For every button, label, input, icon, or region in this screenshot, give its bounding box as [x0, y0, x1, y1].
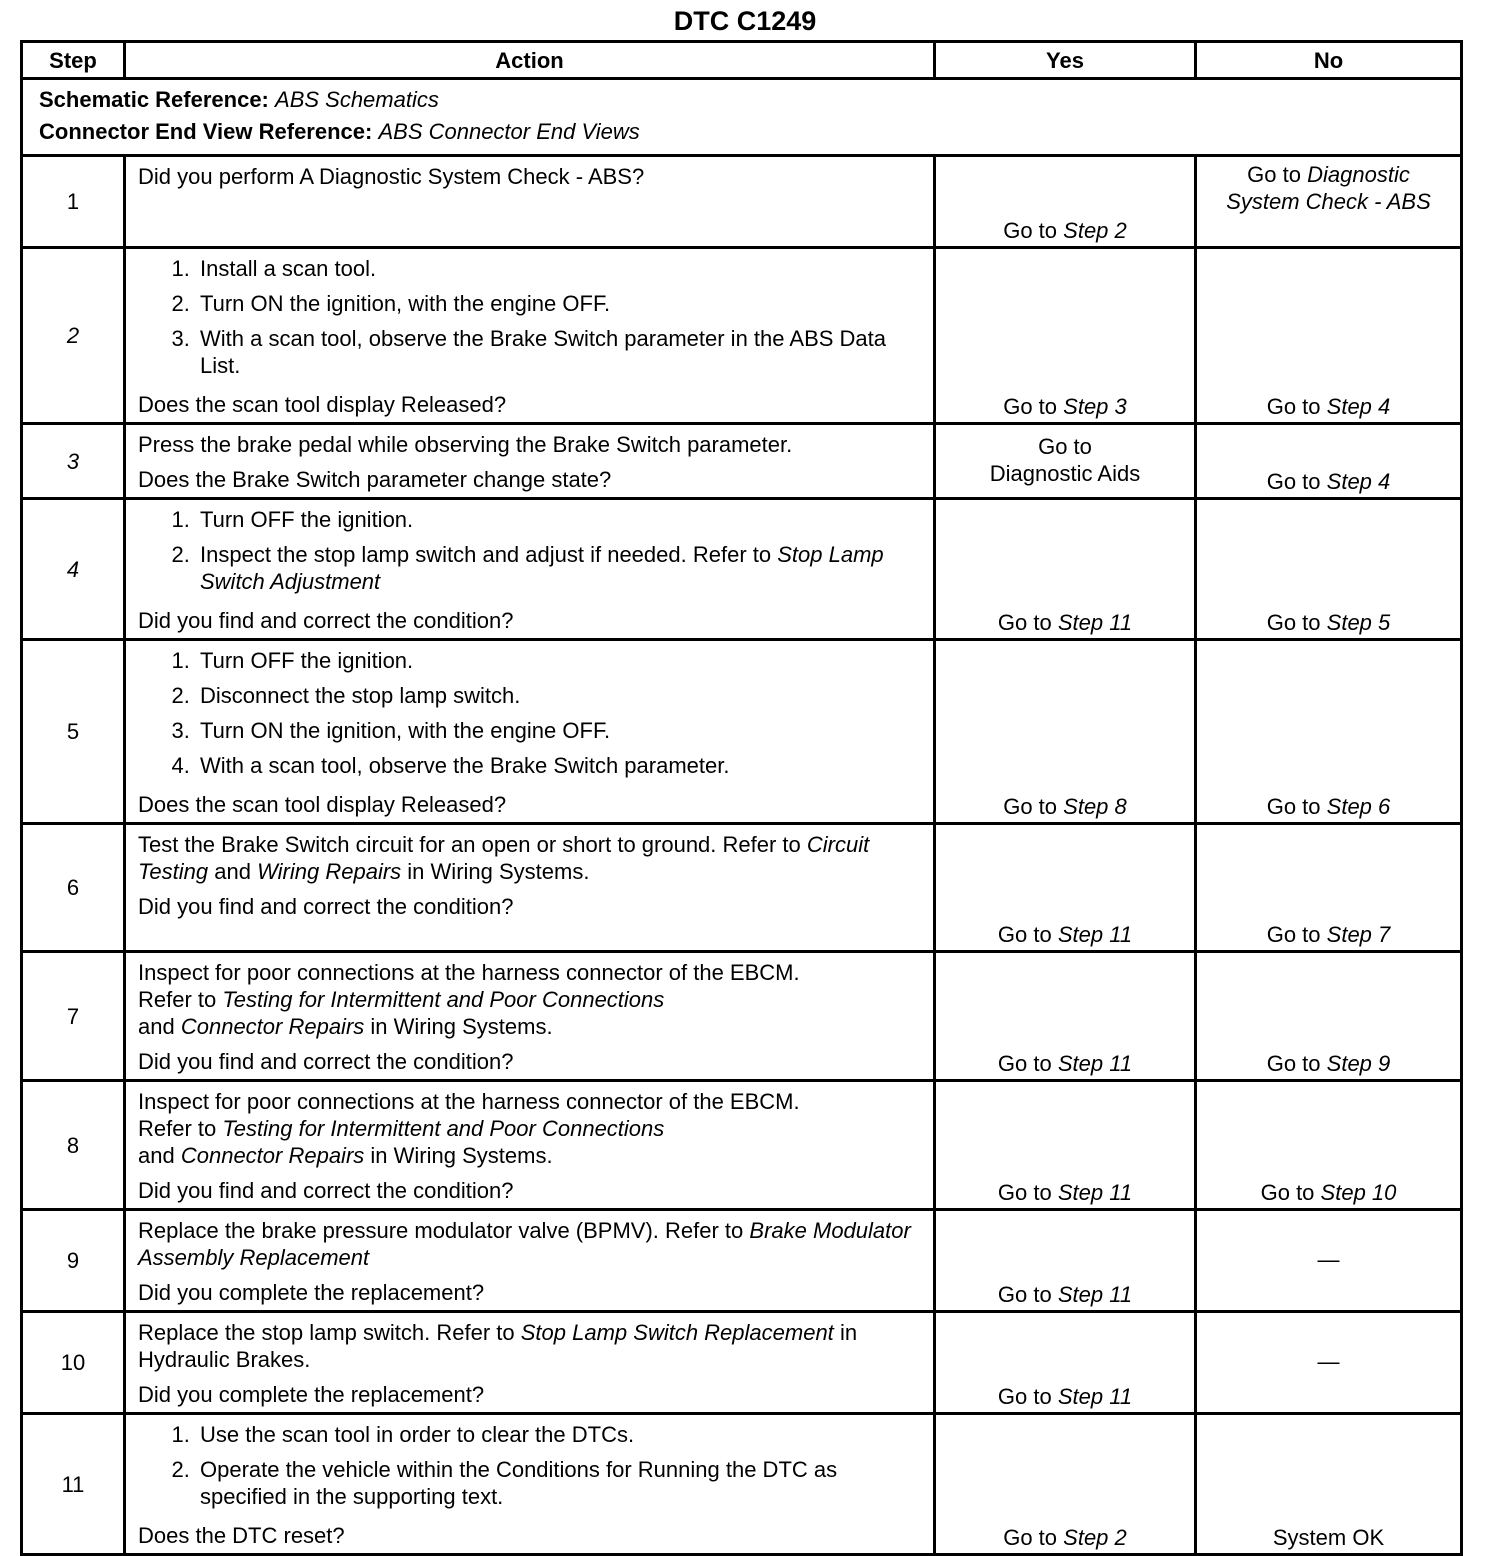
instruction-text: Inspect for poor connections at the harness connector of the EBCM. [138, 1089, 800, 1114]
no-cell [1196, 156, 1462, 248]
no-step-link[interactable]: Step 4 [1326, 469, 1391, 494]
dtc-table [20, 40, 1463, 1556]
action-cell [125, 952, 935, 1081]
go-to-text: Go to [1260, 1180, 1315, 1205]
step-number: 7 [22, 952, 125, 1081]
no-step-link[interactable]: Step 7 [1326, 922, 1391, 947]
list-item: 2. Disconnect the stop lamp switch. [196, 682, 923, 709]
yes-step-link[interactable]: Step 11 [1057, 1051, 1133, 1076]
procedure-list [138, 506, 923, 603]
step-instruction [138, 1319, 923, 1373]
reference-link-testing[interactable]: Testing for Intermittent and Poor Connections [222, 987, 665, 1012]
step-question: Does the scan tool display Released? [138, 792, 507, 817]
step-instruction [138, 1217, 923, 1271]
no-value-system-ok: System OK [1272, 1525, 1385, 1550]
list-item: 1. Use the scan tool in order to clear the DTCs. [196, 1421, 923, 1448]
yes-cell [935, 424, 1196, 499]
step-question: Does the Brake Switch parameter change state? [138, 467, 612, 492]
no-cell [1196, 1081, 1462, 1210]
header-action: Action [125, 42, 935, 79]
table-row-step-1 [22, 156, 1462, 248]
no-value-dash: — [1317, 1247, 1340, 1272]
no-step-link[interactable]: Step 4 [1326, 394, 1391, 419]
reference-link-testing[interactable]: Testing for Intermittent and Poor Connections [222, 1116, 665, 1141]
action-cell [125, 1414, 935, 1555]
no-cell [1196, 1414, 1462, 1555]
action-cell [125, 248, 935, 424]
step-question: Did you complete the replacement? [138, 1280, 485, 1305]
list-item [196, 541, 923, 595]
procedure-list [138, 1421, 923, 1518]
go-to-text: Go to [1266, 394, 1321, 419]
yes-step-link[interactable]: Step 11 [1057, 1384, 1133, 1409]
table-row-step-6 [22, 824, 1462, 952]
go-to-text: Go to [1266, 794, 1321, 819]
conjunction-text: and [214, 859, 251, 884]
step-question: Did you find and correct the condition? [138, 1049, 514, 1074]
go-to-text: Go to [1003, 794, 1058, 819]
action-cell [125, 424, 935, 499]
instruction-text: Replace the brake pressure modulator valve (BPMV). Refer to [138, 1218, 744, 1243]
yes-step-link[interactable]: Step 8 [1063, 794, 1127, 819]
yes-cell [935, 156, 1196, 248]
yes-cell [935, 1312, 1196, 1414]
reference-link[interactable]: Brake Modulator Assembly Replacement [138, 1218, 911, 1270]
step-question: Did you find and correct the condition? [138, 608, 514, 633]
action-cell [125, 1081, 935, 1210]
action-cell [125, 1210, 935, 1312]
instruction-tail: Wiring Systems. [430, 859, 590, 884]
yes-cell [935, 640, 1196, 824]
no-cell [1196, 824, 1462, 952]
step-number: 1 [22, 156, 125, 248]
no-cell [1196, 952, 1462, 1081]
instruction-text: Inspect for poor connections at the harness connector of the EBCM. [138, 960, 800, 985]
step-instruction: Press the brake pedal while observing the Brake Switch parameter. [138, 432, 793, 457]
step-number: 11 [22, 1414, 125, 1555]
go-to-text: Go to [1266, 610, 1321, 635]
no-step-link[interactable]: Step 6 [1326, 794, 1391, 819]
action-cell [125, 824, 935, 952]
list-item: 1. Install a scan tool. [196, 255, 923, 282]
go-to-text: Go to [1266, 469, 1321, 494]
action-cell [125, 640, 935, 824]
no-cell [1196, 248, 1462, 424]
step-instruction [138, 831, 923, 885]
no-step-link[interactable]: Step 9 [1326, 1051, 1391, 1076]
go-to-text: Go to [1003, 218, 1058, 243]
schematic-reference [39, 86, 1444, 113]
no-step-link[interactable]: Step 5 [1326, 610, 1391, 635]
connector-reference-link[interactable]: ABS Connector End Views [378, 119, 640, 144]
instruction-tail: in Hydraulic Brakes. [138, 1320, 858, 1372]
step-question: Did you perform A Diagnostic System Check - ABS? [138, 164, 645, 189]
reference-link[interactable]: Stop Lamp Switch Adjustment [200, 542, 884, 594]
step-number: 2 [22, 248, 125, 424]
no-value-dash: — [1317, 1349, 1340, 1374]
reference-link-connector-repairs[interactable]: Connector Repairs [180, 1143, 365, 1168]
go-to-text: Go to [1003, 1525, 1058, 1550]
refer-to-text: Refer to [138, 987, 217, 1012]
step-question: Did you find and correct the condition? [138, 894, 514, 919]
header-no: No [1196, 42, 1462, 79]
table-row-step-4 [22, 499, 1462, 640]
step-question: Did you complete the replacement? [138, 1382, 485, 1407]
yes-cell [935, 248, 1196, 424]
go-to-text: Go to [997, 1180, 1052, 1205]
connector-reference-label: Connector End View Reference: [39, 119, 373, 144]
yes-cell [935, 824, 1196, 952]
table-row-step-2 [22, 248, 1462, 424]
schematic-reference-link[interactable]: ABS Schematics [275, 87, 439, 112]
header-step: Step [22, 42, 125, 79]
reference-link-circuit-testing[interactable]: Circuit Testing [138, 832, 870, 884]
page-title: DTC C1249 [673, 6, 817, 36]
procedure-list [138, 255, 923, 387]
go-to-text: Go to [1266, 922, 1321, 947]
table-row-step-8 [22, 1081, 1462, 1210]
step-question: Does the scan tool display Released? [138, 392, 507, 417]
header-yes: Yes [935, 42, 1196, 79]
step-question: Did you find and correct the condition? [138, 1178, 514, 1203]
no-cell [1196, 424, 1462, 499]
list-item: 2. Operate the vehicle within the Conditions for Running the DTC as specified in the supporting text. [196, 1456, 923, 1510]
reference-cell [22, 79, 1462, 156]
step-number: 3 [22, 424, 125, 499]
list-item: 3. With a scan tool, observe the Brake Switch parameter in the ABS Data List. [196, 325, 923, 379]
step-number: 6 [22, 824, 125, 952]
step-number: 5 [22, 640, 125, 824]
conjunction-text: and [138, 1143, 175, 1168]
conjunction-text: and [138, 1014, 175, 1039]
yes-step-link[interactable]: Step 2 [1063, 1525, 1127, 1550]
step-number: 8 [22, 1081, 125, 1210]
yes-step-link[interactable]: Step 11 [1057, 610, 1133, 635]
no-cell [1196, 499, 1462, 640]
instruction-text: Replace the stop lamp switch. Refer to [138, 1320, 515, 1345]
yes-cell [935, 1081, 1196, 1210]
table-row-step-9 [22, 1210, 1462, 1312]
table-row-step-5 [22, 640, 1462, 824]
no-cell [1196, 640, 1462, 824]
reference-link[interactable]: Stop Lamp Switch Replacement [520, 1320, 834, 1345]
action-cell [125, 1312, 935, 1414]
yes-step-link[interactable]: Step 11 [1057, 1282, 1133, 1307]
list-item: 1. Turn OFF the ignition. [196, 647, 923, 674]
conjunction-text: in [407, 859, 425, 884]
go-to-text: Go to [1003, 394, 1058, 419]
table-row-step-3 [22, 424, 1462, 499]
yes-step-link[interactable]: Step 11 [1057, 922, 1133, 947]
yes-cell [935, 499, 1196, 640]
header-row [22, 42, 1462, 79]
table-row-step-11 [22, 1414, 1462, 1555]
go-to-text: Go to [997, 922, 1052, 947]
step-question: Does the DTC reset? [138, 1523, 345, 1548]
go-to-text: Go to [997, 1051, 1052, 1076]
reference-row [22, 79, 1462, 156]
yes-step-link[interactable]: Step 11 [1057, 1180, 1133, 1205]
no-step-link[interactable]: Step 10 [1320, 1180, 1397, 1205]
no-link-diagnostic[interactable]: Diagnostic [1307, 162, 1410, 187]
list-item: 2. Turn ON the ignition, with the engine OFF. [196, 290, 923, 317]
go-to-text: Go to [1266, 1051, 1321, 1076]
no-cell [1196, 1312, 1462, 1414]
go-to-text: Go to [1247, 162, 1301, 187]
step-number: 10 [22, 1312, 125, 1414]
yes-cell [935, 952, 1196, 1081]
instruction-text: Test the Brake Switch circuit for an open or short to ground. Refer to [138, 832, 801, 857]
no-cell [1196, 1210, 1462, 1312]
table-row-step-7 [22, 952, 1462, 1081]
schematic-reference-label: Schematic Reference: [39, 87, 269, 112]
connector-reference [39, 118, 1444, 145]
instruction-tail: in Wiring Systems. [370, 1143, 553, 1168]
go-to-text: Go to [997, 610, 1052, 635]
action-cell [125, 156, 935, 248]
step-instruction [138, 959, 923, 1040]
yes-link-diagnostic-aids[interactable]: Diagnostic Aids [989, 461, 1141, 486]
yes-step-link[interactable]: Step 3 [1063, 394, 1127, 419]
go-to-text: Go to [997, 1282, 1052, 1307]
list-item-text: Inspect the stop lamp switch and adjust if needed. Refer to [200, 542, 772, 567]
yes-step-link[interactable]: Step 2 [1063, 218, 1127, 243]
no-link-system-check[interactable]: System Check - ABS [1226, 189, 1431, 214]
yes-cell [935, 1210, 1196, 1312]
step-number: 4 [22, 499, 125, 640]
procedure-list [138, 647, 923, 787]
reference-link-connector-repairs[interactable]: Connector Repairs [180, 1014, 365, 1039]
go-to-text: Go to [997, 1384, 1052, 1409]
list-item: 3. Turn ON the ignition, with the engine OFF. [196, 717, 923, 744]
refer-to-text: Refer to [138, 1116, 217, 1141]
reference-link-wiring-repairs[interactable]: Wiring Repairs [257, 859, 402, 884]
instruction-tail: in Wiring Systems. [370, 1014, 553, 1039]
go-to-text: Go to [1038, 434, 1092, 459]
yes-cell [935, 1414, 1196, 1555]
step-number: 9 [22, 1210, 125, 1312]
table-row-step-10 [22, 1312, 1462, 1414]
list-item: 4. With a scan tool, observe the Brake Switch parameter. [196, 752, 923, 779]
step-instruction [138, 1088, 923, 1169]
list-item: 1. Turn OFF the ignition. [196, 506, 923, 533]
action-cell [125, 499, 935, 640]
